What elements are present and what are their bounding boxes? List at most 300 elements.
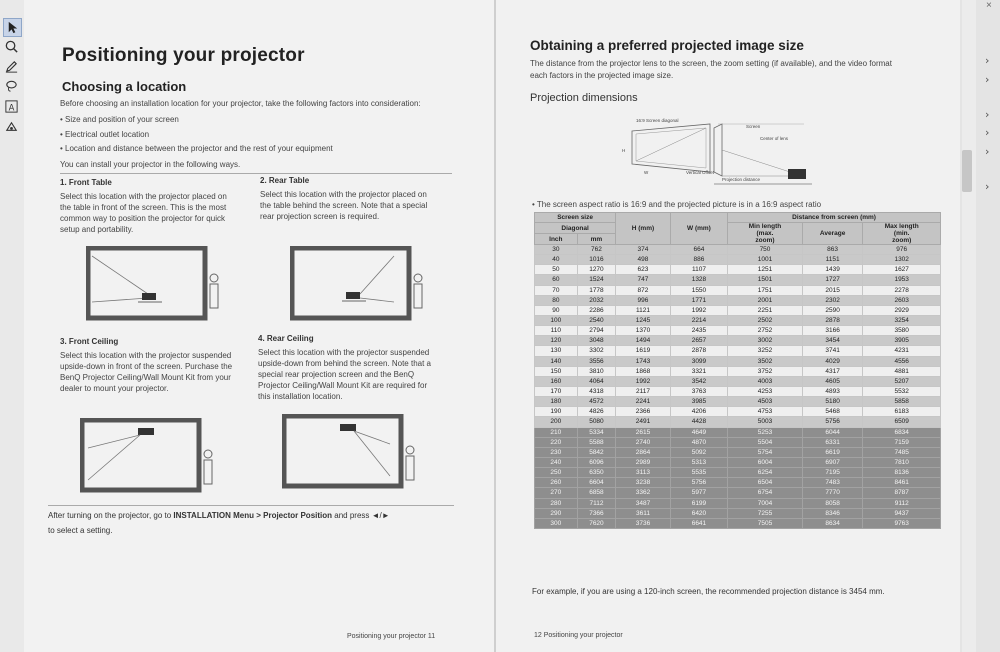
table-cell: 6199	[670, 498, 727, 508]
table-cell: 8058	[802, 498, 863, 508]
voffset-label: Vertical Offset	[686, 170, 714, 175]
lasso-icon[interactable]	[3, 78, 20, 95]
table-cell: 3454	[802, 336, 863, 346]
close-icon[interactable]: ×	[986, 0, 992, 11]
table-cell: 240	[535, 457, 578, 467]
table-cell: 374	[616, 245, 671, 255]
installation-note-2: to select a setting.	[48, 526, 113, 535]
table-cell: 6509	[863, 417, 941, 427]
table-cell: 2752	[728, 326, 803, 336]
table-cell: 6754	[728, 488, 803, 498]
table-cell: 7366	[577, 508, 616, 518]
table-cell: 3048	[577, 336, 616, 346]
table-cell: 5535	[670, 468, 727, 478]
table-cell: 4003	[728, 376, 803, 386]
table-cell: 1016	[577, 255, 616, 265]
table-cell: 5754	[728, 447, 803, 457]
intro-text: The distance from the projector lens to the screen, the zoom setting (if available), and the video format	[530, 59, 892, 68]
table-cell: 3302	[577, 346, 616, 356]
table-cell: 6004	[728, 457, 803, 467]
table-row	[535, 386, 941, 396]
table-cell: 3741	[802, 346, 863, 356]
table-cell: 5858	[863, 397, 941, 407]
table-cell: 6350	[577, 468, 616, 478]
table-cell: 1953	[863, 275, 941, 285]
table-cell: 7159	[863, 437, 941, 447]
table-cell: 4206	[670, 407, 727, 417]
table-cell: 4556	[863, 356, 941, 366]
table-row	[535, 437, 941, 447]
table-cell: 70	[535, 285, 578, 295]
option-text: common way to position the projector for quick	[60, 214, 225, 223]
table-cell: 5334	[577, 427, 616, 437]
h-header: H (mm)	[616, 213, 671, 245]
table-row	[535, 336, 941, 346]
table-row	[535, 457, 941, 467]
table-cell: 6907	[802, 457, 863, 467]
table-cell: 2302	[802, 295, 863, 305]
table-cell: 7255	[728, 508, 803, 518]
table-cell: 1501	[728, 275, 803, 285]
option-text: setup and portability.	[60, 225, 134, 234]
table-cell: 750	[728, 245, 803, 255]
table-cell: 3113	[616, 468, 671, 478]
table-cell: 6641	[670, 518, 727, 528]
table-cell: 1992	[616, 376, 671, 386]
option-text: special rear projection screen and the BenQ	[258, 370, 415, 379]
table-cell: 280	[535, 498, 578, 508]
table-row	[535, 245, 941, 255]
table-cell: 2603	[863, 295, 941, 305]
table-row	[535, 356, 941, 366]
chevron-right-icon[interactable]: ›	[985, 145, 990, 158]
table-cell: 664	[670, 245, 727, 255]
table-cell: 1778	[577, 285, 616, 295]
chevron-right-icon[interactable]: ›	[985, 73, 990, 86]
table-row	[535, 326, 941, 336]
table-cell: 3810	[577, 366, 616, 376]
table-cell: 270	[535, 488, 578, 498]
select-arrow-icon[interactable]	[3, 18, 22, 37]
table-cell: 6604	[577, 478, 616, 488]
table-cell: 2435	[670, 326, 727, 336]
table-cell: 2214	[670, 315, 727, 325]
option-text: Select this location with the projector suspended	[60, 351, 232, 360]
table-cell: 2286	[577, 305, 616, 315]
table-cell: 4826	[577, 407, 616, 417]
table-cell: 6834	[863, 427, 941, 437]
page-title: Positioning your projector	[62, 45, 305, 66]
table-cell: 1494	[616, 336, 671, 346]
table-cell: 120	[535, 336, 578, 346]
table-cell: 8461	[863, 478, 941, 488]
screen-size-header: Screen size	[535, 213, 616, 223]
projection-table	[534, 212, 941, 529]
table-cell: 7810	[863, 457, 941, 467]
table-cell: 6331	[802, 437, 863, 447]
table-cell: 4753	[728, 407, 803, 417]
table-cell: 4649	[670, 427, 727, 437]
front-table-diagram	[86, 246, 236, 321]
table-cell: 6183	[863, 407, 941, 417]
option-text: Select this location with the projector suspended	[258, 348, 430, 357]
page-12	[496, 0, 960, 652]
table-cell: 4428	[670, 417, 727, 427]
table-cell: 1619	[616, 346, 671, 356]
table-cell: 2241	[616, 397, 671, 407]
table-cell: 3252	[728, 346, 803, 356]
table-cell: 2878	[802, 315, 863, 325]
table-row	[535, 478, 941, 488]
table-cell: 30	[535, 245, 578, 255]
table-cell: 3502	[728, 356, 803, 366]
table-cell: 2491	[616, 417, 671, 427]
table-cell: 1151	[802, 255, 863, 265]
option-title: 2. Rear Table	[260, 176, 310, 185]
table-row	[535, 305, 941, 315]
table-row	[535, 488, 941, 498]
table-cell: 130	[535, 346, 578, 356]
table-cell: 7483	[802, 478, 863, 488]
table-cell: 2794	[577, 326, 616, 336]
table-cell: 4253	[728, 386, 803, 396]
example-text: For example, if you are using a 120-inch screen, the recommended projection distance is 3454 mm.	[532, 587, 885, 596]
table-cell: 4231	[863, 346, 941, 356]
table-cell: 1121	[616, 305, 671, 315]
table-cell: 5756	[670, 478, 727, 488]
aspect-ratio-note: • The screen aspect ratio is 16:9 and the projected picture is in a 16:9 aspect ratio	[532, 200, 822, 209]
table-row	[535, 407, 941, 417]
table-cell: 7620	[577, 518, 616, 528]
table-cell: 5468	[802, 407, 863, 417]
table-row	[535, 376, 941, 386]
table-cell: 1245	[616, 315, 671, 325]
pen-icon[interactable]	[3, 58, 20, 75]
table-cell: 3580	[863, 326, 941, 336]
table-cell: 1627	[863, 265, 941, 275]
table-cell: 100	[535, 315, 578, 325]
table-cell: 260	[535, 478, 578, 488]
table-cell: 6504	[728, 478, 803, 488]
table-cell: 7004	[728, 498, 803, 508]
table-cell: 5504	[728, 437, 803, 447]
page-11	[24, 0, 494, 652]
option-text: upside-down in front of the screen. Purchase the	[60, 362, 233, 371]
table-cell: 1524	[577, 275, 616, 285]
table-cell: 762	[577, 245, 616, 255]
table-cell: 4503	[728, 397, 803, 407]
table-cell: 2502	[728, 315, 803, 325]
table-cell: 498	[616, 255, 671, 265]
table-cell: 5842	[577, 447, 616, 457]
table-cell: 3254	[863, 315, 941, 325]
min-length-header: Min length (max. zoom)	[728, 223, 803, 245]
table-cell: 4572	[577, 397, 616, 407]
lens-label: Center of lens	[760, 136, 789, 141]
rear-ceiling-diagram	[282, 414, 432, 492]
table-cell: 8634	[802, 518, 863, 528]
table-cell: 40	[535, 255, 578, 265]
table-cell: 3763	[670, 386, 727, 396]
inch-header: Inch	[535, 234, 578, 245]
scrollbar-track[interactable]	[962, 0, 976, 652]
page-footer: 12 Positioning your projector	[534, 632, 623, 639]
page-title: Obtaining a preferred projected image size	[530, 38, 804, 53]
table-cell: 150	[535, 366, 578, 376]
ways-text: You can install your projector in the following ways.	[60, 160, 241, 169]
intro-text: Before choosing an installation location for your projector, take the following factors into consideration:	[60, 99, 421, 108]
table-row	[535, 275, 941, 285]
table-row	[535, 315, 941, 325]
table-cell: 2929	[863, 305, 941, 315]
table-row	[535, 346, 941, 356]
table-cell: 5588	[577, 437, 616, 447]
table-cell: 1270	[577, 265, 616, 275]
table-cell: 2740	[616, 437, 671, 447]
table-cell: 5207	[863, 376, 941, 386]
annotation-toolbar	[0, 0, 25, 652]
table-cell: 7112	[577, 498, 616, 508]
table-cell: 5180	[802, 397, 863, 407]
table-cell: 5080	[577, 417, 616, 427]
table-cell: 220	[535, 437, 578, 447]
distance-header: Distance from screen (mm)	[728, 213, 941, 223]
table-cell: 3099	[670, 356, 727, 366]
table-cell: 110	[535, 326, 578, 336]
bullet-item: • Electrical outlet location	[60, 130, 150, 139]
bullet-item: • Location and distance between the projector and the rest of your equipment	[60, 144, 333, 153]
table-cell: 1302	[863, 255, 941, 265]
table-cell: 5977	[670, 488, 727, 498]
table-cell: 9763	[863, 518, 941, 528]
table-cell: 2540	[577, 315, 616, 325]
table-cell: 3238	[616, 478, 671, 488]
table-cell: 6254	[728, 468, 803, 478]
table-cell: 1727	[802, 275, 863, 285]
table-cell: 5532	[863, 386, 941, 396]
table-row	[535, 447, 941, 457]
table-cell: 2278	[863, 285, 941, 295]
table-row	[535, 468, 941, 478]
table-cell: 1992	[670, 305, 727, 315]
divider	[48, 505, 454, 506]
option-text: upside-down from behind the screen. Note that a	[258, 359, 431, 368]
table-cell: 1751	[728, 285, 803, 295]
table-cell: 3542	[670, 376, 727, 386]
table-cell: 2015	[802, 285, 863, 295]
table-cell: 2657	[670, 336, 727, 346]
table-cell: 5003	[728, 417, 803, 427]
front-ceiling-diagram	[80, 418, 230, 496]
table-cell: 6044	[802, 427, 863, 437]
diagonal-header: Diagonal	[535, 223, 616, 234]
table-cell: 5313	[670, 457, 727, 467]
table-row	[535, 255, 941, 265]
table-cell: 50	[535, 265, 578, 275]
divider	[60, 173, 452, 174]
table-cell: 2864	[616, 447, 671, 457]
table-cell: 1107	[670, 265, 727, 275]
text-select-icon[interactable]	[3, 98, 20, 115]
table-cell: 250	[535, 468, 578, 478]
table-cell: 2615	[616, 427, 671, 437]
table-cell: 976	[863, 245, 941, 255]
option-text: rear projection screen is required.	[260, 212, 380, 221]
table-cell: 7195	[802, 468, 863, 478]
chevron-right-icon[interactable]: ›	[985, 180, 990, 193]
table-cell: 3611	[616, 508, 671, 518]
option-title: 4. Rear Ceiling	[258, 334, 314, 343]
max-length-header: Max length (min. zoom)	[863, 223, 941, 245]
table-cell: 2878	[670, 346, 727, 356]
table-cell: 3556	[577, 356, 616, 366]
table-cell: 190	[535, 407, 578, 417]
table-row	[535, 295, 941, 305]
table-cell: 9112	[863, 498, 941, 508]
table-cell: 7505	[728, 518, 803, 528]
table-cell: 2251	[728, 305, 803, 315]
table-cell: 140	[535, 356, 578, 366]
table-cell: 2366	[616, 407, 671, 417]
table-cell: 7770	[802, 488, 863, 498]
table-cell: 160	[535, 376, 578, 386]
table-row	[535, 285, 941, 295]
table-cell: 200	[535, 417, 578, 427]
table-cell: 5092	[670, 447, 727, 457]
table-cell: 3362	[616, 488, 671, 498]
table-cell: 1771	[670, 295, 727, 305]
table-cell: 1868	[616, 366, 671, 376]
table-cell: 210	[535, 427, 578, 437]
diagonal-label: 16:9 Screen diagonal	[636, 118, 679, 123]
table-cell: 8346	[802, 508, 863, 518]
mm-header: mm	[577, 234, 616, 245]
table-row	[535, 427, 941, 437]
table-cell: 5253	[728, 427, 803, 437]
average-header: Average	[802, 223, 863, 245]
table-cell: 4881	[863, 366, 941, 376]
table-cell: 290	[535, 508, 578, 518]
table-cell: 6420	[670, 508, 727, 518]
zoom-in-icon[interactable]	[3, 38, 20, 55]
stamp-icon[interactable]	[3, 118, 20, 135]
table-cell: 4064	[577, 376, 616, 386]
table-cell: 2590	[802, 305, 863, 315]
scrollbar-thumb[interactable]	[962, 150, 972, 192]
table-cell: 4870	[670, 437, 727, 447]
bullet-item: • Size and position of your screen	[60, 115, 179, 124]
table-cell: 7485	[863, 447, 941, 457]
screen-label: Screen	[746, 124, 761, 129]
table-row	[535, 508, 941, 518]
table-cell: 3002	[728, 336, 803, 346]
table-cell: 80	[535, 295, 578, 305]
option-text: Select this location with the projector placed on	[60, 192, 227, 201]
table-cell: 8787	[863, 488, 941, 498]
table-cell: 623	[616, 265, 671, 275]
table-cell: 2989	[616, 457, 671, 467]
width-label: W	[644, 170, 649, 175]
table-row	[535, 397, 941, 407]
option-text: the table behind the screen. Note that a special	[260, 201, 428, 210]
table-cell: 4893	[802, 386, 863, 396]
w-header: W (mm)	[670, 213, 727, 245]
table-cell: 60	[535, 275, 578, 285]
table-cell: 5756	[802, 417, 863, 427]
table-cell: 6858	[577, 488, 616, 498]
table-cell: 886	[670, 255, 727, 265]
table-cell: 6096	[577, 457, 616, 467]
height-label: H	[622, 148, 626, 153]
section-heading: Choosing a location	[62, 79, 187, 94]
table-cell: 3736	[616, 518, 671, 528]
rear-table-diagram	[290, 246, 440, 321]
table-row	[535, 265, 941, 275]
table-cell: 2032	[577, 295, 616, 305]
table-cell: 230	[535, 447, 578, 457]
option-text: this installation location.	[258, 392, 343, 401]
table-cell: 3752	[728, 366, 803, 376]
table-cell: 2001	[728, 295, 803, 305]
chevron-right-icon[interactable]: ›	[985, 54, 990, 67]
table-row	[535, 518, 941, 528]
option-text: BenQ Projector Ceiling/Wall Mount Kit from your	[60, 373, 231, 382]
table-cell: 3905	[863, 336, 941, 346]
table-cell: 9437	[863, 508, 941, 518]
table-cell: 872	[616, 285, 671, 295]
table-cell: 300	[535, 518, 578, 528]
option-title: 1. Front Table	[60, 178, 112, 187]
table-cell: 863	[802, 245, 863, 255]
pdist-label: Projection distance	[722, 177, 761, 182]
table-cell: 4029	[802, 356, 863, 366]
option-text: dealer to mount your projector.	[60, 384, 169, 393]
table-cell: 2117	[616, 386, 671, 396]
svg-text:A: A	[8, 102, 15, 113]
table-cell: 3985	[670, 397, 727, 407]
table-cell: 1370	[616, 326, 671, 336]
table-cell: 1550	[670, 285, 727, 295]
option-text: Select this location with the projector placed on	[260, 190, 427, 199]
table-row	[535, 417, 941, 427]
table-cell: 3166	[802, 326, 863, 336]
table-cell: 3321	[670, 366, 727, 376]
table-cell: 170	[535, 386, 578, 396]
installation-note: After turning on the projector, go to INSTALLATION Menu > Projector Position and press ◄/►	[48, 511, 390, 520]
section-heading: Projection dimensions	[530, 92, 638, 104]
table-cell: 1439	[802, 265, 863, 275]
table-row	[535, 498, 941, 508]
option-title: 3. Front Ceiling	[60, 337, 119, 346]
projection-dimensions-diagram	[622, 114, 822, 190]
table-cell: 1251	[728, 265, 803, 275]
table-cell: 90	[535, 305, 578, 315]
table-cell: 3487	[616, 498, 671, 508]
table-row	[535, 366, 941, 376]
table-cell: 996	[616, 295, 671, 305]
option-text: Projector Ceiling/Wall Mount Kit are required for	[258, 381, 428, 390]
table-cell: 6619	[802, 447, 863, 457]
option-text: the table in front of the screen. This is the most	[60, 203, 227, 212]
page-footer: Positioning your projector 11	[347, 633, 436, 640]
table-cell: 747	[616, 275, 671, 285]
table-cell: 1328	[670, 275, 727, 285]
intro-text: each factors in the projected image size.	[530, 71, 674, 80]
chevron-right-icon[interactable]: ›	[985, 126, 990, 139]
table-cell: 1001	[728, 255, 803, 265]
table-cell: 8136	[863, 468, 941, 478]
chevron-right-icon[interactable]: ›	[985, 108, 990, 121]
